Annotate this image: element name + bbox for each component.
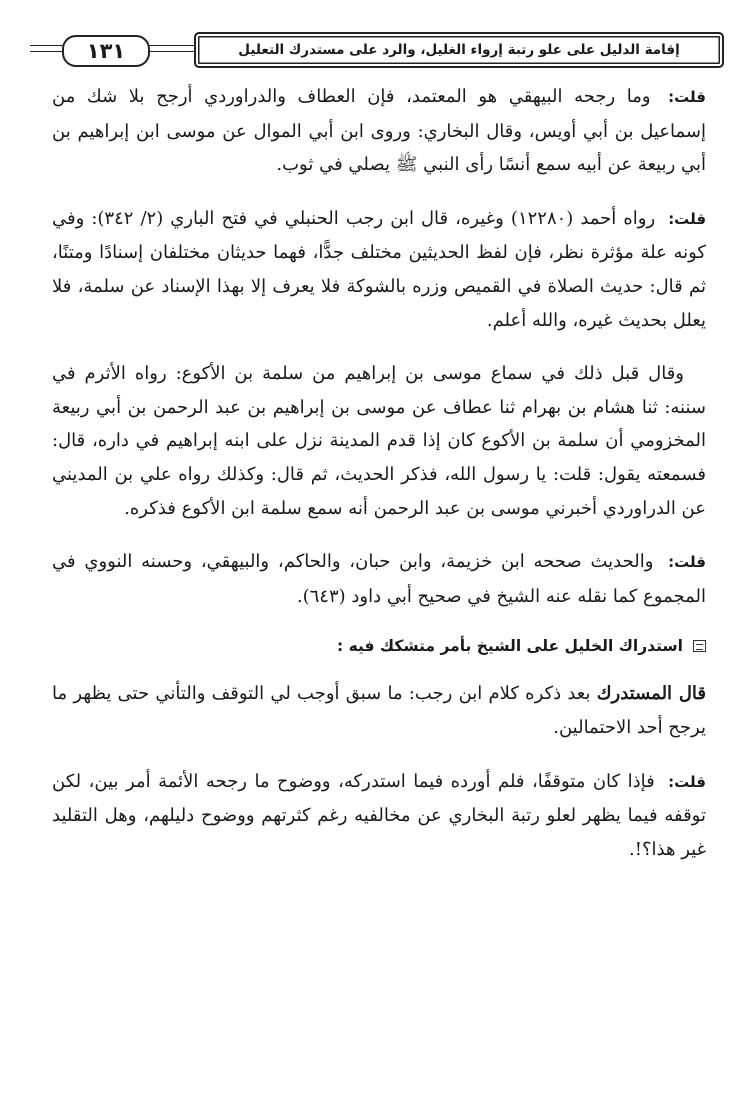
paragraph-lead: قلت: (668, 209, 707, 228)
paragraph-text: وما رجحه البيهقي هو المعتمد، فإن العطاف والدراوردي أرجح بلا شك من إسماعيل بن أبي أويس، وقال البخاري: وروى ابن أبي الموال عن موسى ابن إبراهيم بن أبي ربيعة عن أبيه سمع أنسًا رأى النبي ﷺ يصلي في ثوب. (52, 86, 706, 176)
paragraph-2 (52, 202, 706, 337)
running-title: إقامة الدليل على علو رتبة إرواء الغليل، والرد على مستدرك التعليل (194, 32, 724, 68)
paragraph-text: والحديث صححه ابن خزيمة، وابن حبان، والحاكم، والبيهقي، وحسنه النووي في المجموع كما نقله عنه الشيخ في صحيح أبي داود (٦٤٣). (52, 551, 706, 607)
section-heading-text: استدراك الخليل على الشيخ بأمر متشكك فيه : (337, 637, 683, 656)
paragraph-text: فإذا كان متوقفًا، فلم أورده فيما استدركه، ووضوح ما رجحه الأئمة أمر بين، لكن توقفه فيما يظهر لعلو رتبة البخاري عن مخالفيه رغم كثرتهم ووضوح دليلهم، وهل التقليد غير هذا؟!. (52, 770, 706, 860)
paragraph-1 (52, 80, 706, 182)
paragraph-lead: قلت: (668, 88, 706, 106)
paragraph-text: بعد ذكره كلام ابن رجب: ما سبق أوجب لي التوقف والتأني حتى يظهر ما يرجح أحد الاحتمالين. (52, 683, 706, 738)
paragraph-3 (52, 357, 706, 525)
body-text (52, 80, 706, 886)
paragraph-text: وقال قبل ذلك في سماع موسى بن إبراهيم من سلمة بن الأكوع: رواه الأثرم في سننه: ثنا هشام بن بهرام ثنا عطاف عن موسى بن إبراهيم بن عبد الرحمن بن أبي ربيعة المخزومي أن سلمة بن الأكوع كان إذا قدم المدينة نزل على ابنه إبراهيم في داره، قال: فسمعته يقول: قلت: يا رسول الله، فذكر الحديث، ثم قال: وكذلك رواه علي بن المديني عن الدراوردي أخبرني موسى بن عبد الرحمن أنه سمع سلمة ابن الأكوع فذكره. (52, 363, 706, 519)
paragraph-4 (52, 545, 706, 613)
paragraph-text: رواه أحمد (١٢٢٨٠) وغيره، قال ابن رجب الحنبلي في فتح الباري (٢/ ٣٤٢): وفي كونه علة مؤثرة نظر، فإن لفظ الحديثين مختلف جدًّا، فهما حديثان مختلفان إسنادًا ومتنًا، ثم قال: حديث الصلاة في القميص وزره بالشوكة فلا يعرف إلا بهذا الإسناد عن سلمة، فلا يعلل بحديث غيره، والله أعلم. (52, 207, 706, 331)
paragraph-lead: قال المستدرك (596, 683, 706, 705)
paragraph-5 (52, 677, 706, 744)
paragraph-lead: قلت: (668, 772, 706, 791)
page-header (30, 32, 724, 66)
paragraph-6 (52, 765, 706, 867)
section-heading (52, 631, 706, 661)
document-icon (693, 640, 706, 652)
page-number: ١٣١ (62, 35, 150, 67)
paragraph-lead: قلت: (668, 553, 706, 572)
